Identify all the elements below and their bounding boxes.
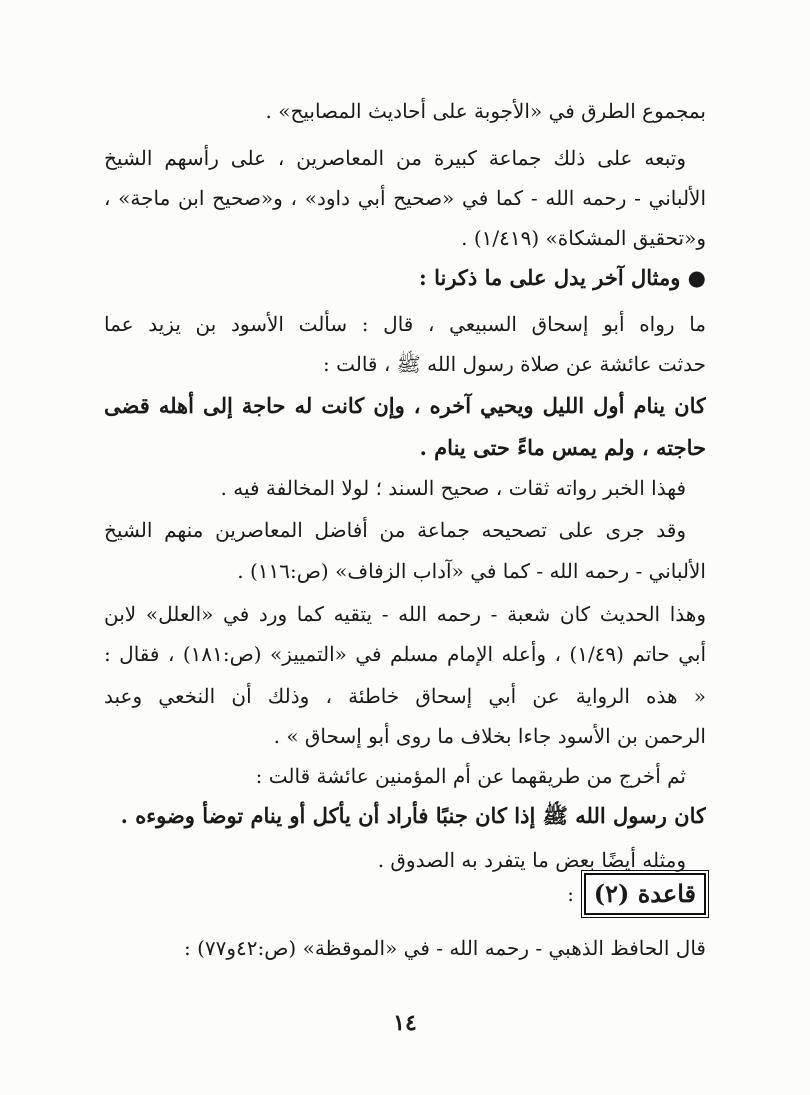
rule-heading-box: قاعدة (٢) <box>584 873 706 915</box>
text-line: ما رواه أبو إسحاق السبيعي ، قال : سألت الأسود بن يزيد عما <box>104 312 706 336</box>
hadith-text-line: كان ينام أول الليل ويحيي آخره ، وإن كانت له حاجة إلى أهله قضى <box>104 393 706 418</box>
rule-heading-colon: : <box>567 882 574 906</box>
text-line: الألباني - رحمه الله - كما في «آداب الزفاف» (ص:١١٦) . <box>237 559 706 583</box>
text-line: فهذا الخبر رواته ثقات ، صحيح السند ؛ لولا المخالفة فيه . <box>220 476 686 500</box>
text-line: حدثت عائشة عن صلاة رسول الله ﷺ ، قالت : <box>322 352 706 376</box>
text-line: بمجموع الطرق في «الأجوبة على أحاديث المصابيح» . <box>265 99 706 123</box>
section-bullet-heading: ● ومثال آخر يدل على ما ذكرنا : <box>419 265 706 290</box>
text-line: ثم أخرج من طريقهما عن أم المؤمنين عائشة قالت : <box>255 764 686 788</box>
text-line: أبي حاتم (١/٤٩) ، وأعله الإمام مسلم في «التمييز» (ص:١٨١) ، فقال : <box>104 642 706 666</box>
quote-line: الرحمن بن الأسود جاءا بخلاف ما روى أبو إسحاق » . <box>273 724 706 748</box>
text-line: وقد جرى على تصحيحه جماعة من أفاضل المعاصرين منهم الشيخ <box>104 518 686 542</box>
text-line: وهذا الحديث كان شعبة - رحمه الله - يتقيه كما ورد في «العلل» لابن <box>104 602 706 626</box>
hadith-text-line: كان رسول الله ﷺ إذا كان جنبًا فأراد أن يأكل أو ينام توضأ وضوءه . <box>120 803 706 828</box>
text-line: وتبعه على ذلك جماعة كبيرة من المعاصرين ، على رأسهم الشيخ <box>104 146 686 170</box>
hadith-text-line: حاجته ، ولم يمس ماءً حتى ينام . <box>419 435 706 460</box>
text-line: الألباني - رحمه الله - كما في «صحيح أبي داود» ، و«صحيح ابن ماجة» ، <box>104 186 706 210</box>
text-line: و«تحقيق المشكاة» (١/٤١٩) . <box>461 226 706 250</box>
quote-line: « هذه الرواية عن أبي إسحاق خاطئة ، وذلك أن النخعي وعبد <box>104 684 706 708</box>
page-number: ١٤ <box>393 1010 417 1036</box>
text-line: قال الحافظ الذهبي - رحمه الله - في «الموقظة» (ص:٤٢و٧٧) : <box>183 936 706 960</box>
text-line: ومثله أيضًا بعض ما يتفرد به الصدوق . <box>377 848 686 872</box>
